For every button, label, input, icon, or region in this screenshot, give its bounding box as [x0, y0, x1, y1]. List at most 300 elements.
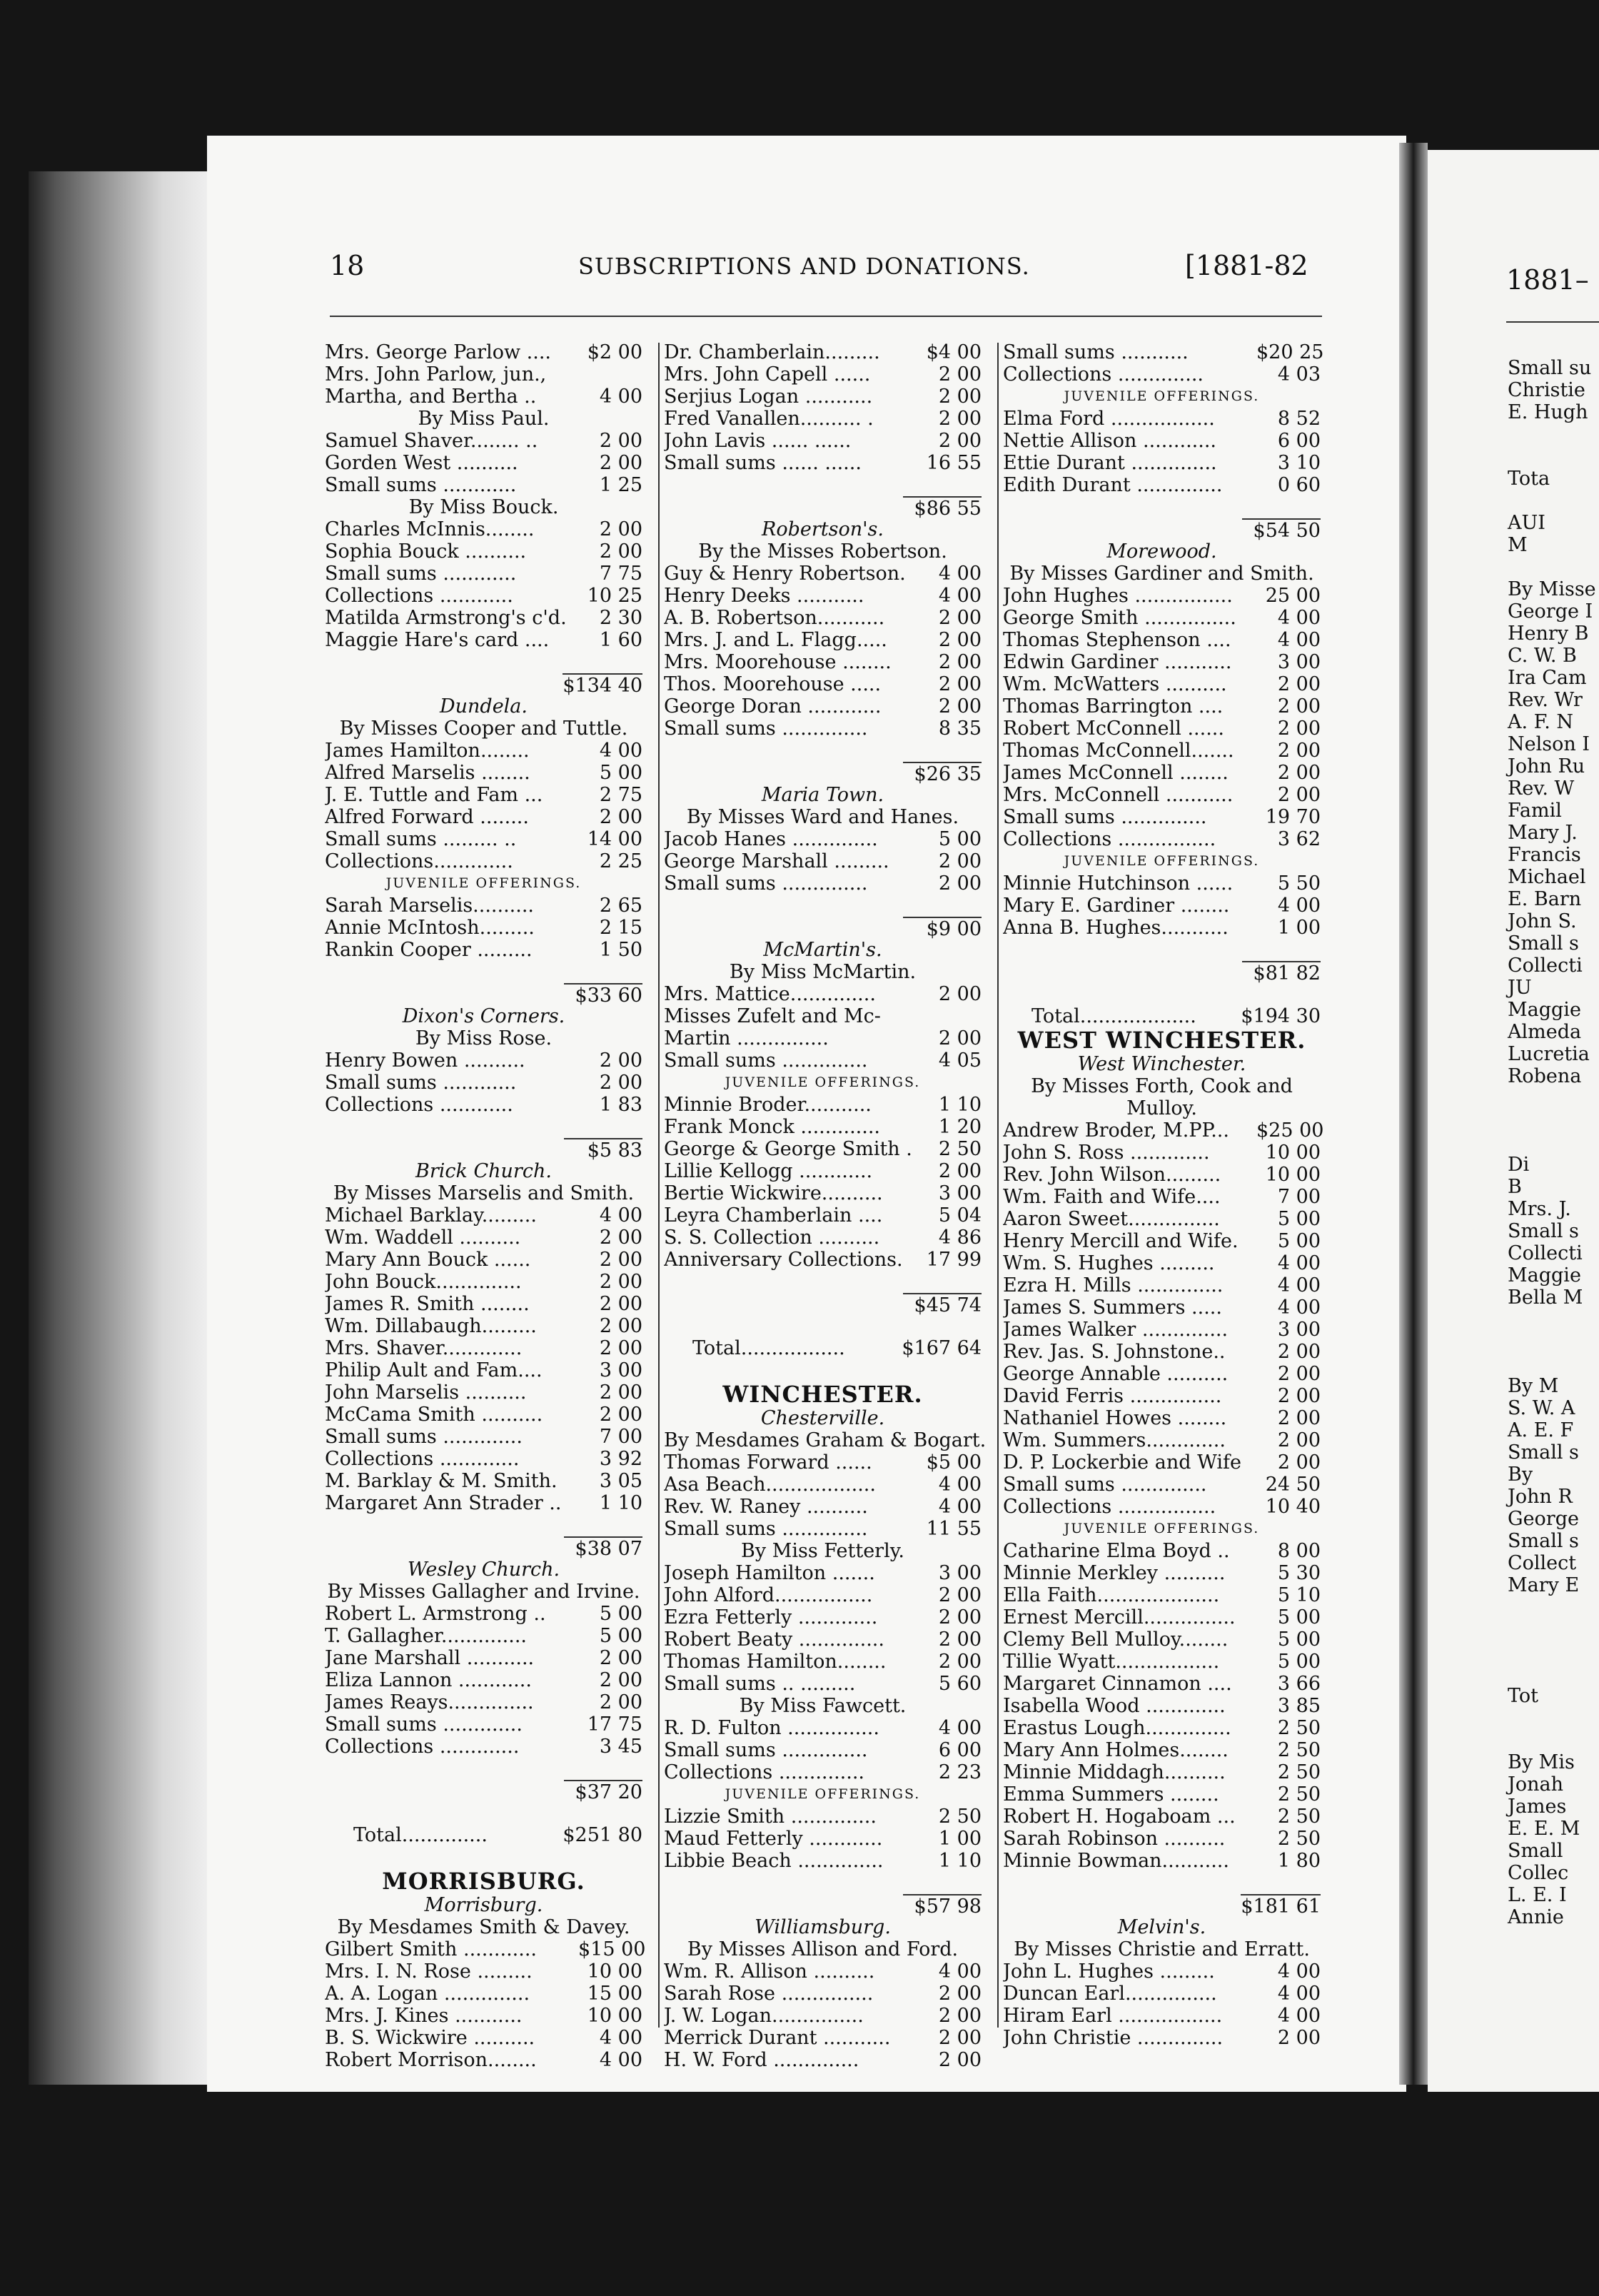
entry-row	[1003, 1806, 1321, 1828]
donor-name: Edith Durant ..............	[1003, 474, 1223, 496]
spacer	[664, 1359, 982, 1381]
donor-name: Mrs. Shaver.............	[325, 1337, 523, 1359]
facing-page-line	[1508, 1729, 1599, 1751]
entry-row	[664, 1094, 982, 1116]
donor-name: Mrs. John Parlow, jun.,	[325, 363, 547, 386]
entry-row	[325, 1470, 642, 1492]
donation-amount: 2 00	[938, 1651, 982, 1673]
entry-row	[325, 1603, 642, 1625]
entry-row	[1003, 1474, 1321, 1496]
spacer	[664, 895, 982, 917]
donation-amount: 15 00	[587, 1983, 642, 2005]
donor-name: Collections ............	[325, 1094, 513, 1116]
facing-page-line: E. Barn	[1508, 888, 1582, 910]
donation-amount: 2 00	[599, 1669, 642, 1691]
entry-row	[664, 1474, 982, 1496]
place-heading: Robertson's.	[762, 518, 884, 540]
donation-amount: 4 00	[1277, 1252, 1321, 1274]
donation-amount: 2 00	[938, 1160, 982, 1182]
entry-row	[325, 1204, 642, 1227]
entry-row	[1003, 629, 1321, 651]
donation-amount: 2 50	[1277, 1783, 1321, 1806]
donor-name: Mrs. Moorehouse ........	[664, 651, 892, 673]
entry-row	[664, 1451, 982, 1474]
donor-name: Robert H. Hogaboam ...	[1003, 1806, 1236, 1828]
donation-amount: 1 00	[938, 1828, 982, 1850]
donor-name: Sophia Bouck ..........	[325, 540, 527, 563]
facing-page-line	[1508, 490, 1599, 512]
total-label: Total.................	[692, 1337, 845, 1359]
entry-row	[664, 1850, 982, 1872]
entry-row	[325, 1448, 642, 1470]
entry-row	[1003, 1717, 1321, 1739]
donation-amount: 5 00	[1277, 1230, 1321, 1252]
entry-row	[664, 1717, 982, 1739]
donation-amount: 10 00	[1265, 1142, 1321, 1164]
collector-line: By Mesdames Smith & Davey.	[337, 1916, 630, 1938]
donor-name: Small sums ......... ..	[325, 828, 517, 850]
entry-row	[664, 1651, 982, 1673]
donation-amount: 2 50	[938, 1806, 982, 1828]
donor-name: Sarah Rose ...............	[664, 1983, 874, 2005]
donor-name: H. W. Ford ..............	[664, 2049, 859, 2071]
donor-name: Mrs. John Capell ......	[664, 363, 871, 386]
donation-amount: 24 50	[1265, 1474, 1321, 1496]
entry-row	[1003, 718, 1321, 740]
facing-page-line: Small s	[1508, 1220, 1579, 1242]
entry-row	[325, 895, 642, 917]
donor-name: Merrick Durant ...........	[664, 2027, 891, 2049]
entry-row	[325, 939, 642, 961]
donation-amount: 1 60	[599, 629, 642, 651]
donation-amount: 4 00	[1277, 1296, 1321, 1319]
spacer	[1003, 983, 1321, 1005]
donor-name: Small sums ...... ......	[664, 452, 862, 474]
spacer	[325, 1846, 642, 1868]
donation-amount: 2 00	[599, 1337, 642, 1359]
entry-row	[664, 828, 982, 850]
subtotal-row	[664, 917, 982, 939]
donor-name: Robert L. Armstrong ..	[325, 1603, 546, 1625]
header-rule	[330, 316, 1322, 317]
facing-page-line: Collect	[1508, 1552, 1577, 1574]
facing-page-line: By Misse	[1508, 578, 1596, 600]
donor-name: James Reays..............	[325, 1691, 534, 1713]
left-page	[207, 136, 1406, 2092]
entry-row	[325, 1227, 642, 1249]
donor-name: Fred Vanallen.......... .	[664, 408, 874, 430]
donor-name: Henry Mercill and Wife.	[1003, 1230, 1239, 1252]
donation-amount: $2 00	[587, 341, 642, 363]
collector-line: By Miss Paul.	[418, 408, 550, 430]
donor-name: T. Gallagher..............	[325, 1625, 527, 1647]
donor-name: Small sums ............	[325, 1072, 517, 1094]
donor-name: Collections .............	[325, 1448, 520, 1470]
donation-amount: 3 05	[599, 1470, 642, 1492]
entry-row	[325, 474, 642, 496]
donor-name: Ettie Durant ..............	[1003, 452, 1217, 474]
donor-name: Misses Zufelt and Mc-	[664, 1005, 881, 1027]
facing-page-line: By M	[1508, 1375, 1559, 1397]
entry-row	[325, 386, 642, 408]
subtotal-amount: $33 60	[564, 983, 642, 1005]
facing-page-line: Henry B	[1508, 623, 1589, 645]
facing-page-line: Ira Cam	[1508, 667, 1587, 689]
donor-name: Tillie Wyatt.................	[1003, 1651, 1220, 1673]
donation-amount: 1 25	[599, 474, 642, 496]
donation-amount: 2 00	[938, 386, 982, 408]
donation-amount: 2 25	[599, 850, 642, 872]
spacer	[325, 1758, 642, 1780]
spacer	[664, 1315, 982, 1337]
donation-amount: 5 00	[1277, 1208, 1321, 1230]
facing-page-line	[1508, 1641, 1599, 1663]
collector-line: By Miss Rose.	[415, 1027, 553, 1049]
entry-row	[664, 983, 982, 1005]
donor-name: McCama Smith ..........	[325, 1404, 543, 1426]
entry-row	[325, 363, 642, 386]
facing-page-line	[1508, 423, 1599, 445]
donation-amount: 2 00	[938, 695, 982, 718]
entry-row	[1003, 1540, 1321, 1562]
donor-name: Ernest Mercill...............	[1003, 1606, 1236, 1628]
donation-amount: 4 03	[1277, 363, 1321, 386]
collector-line: By Miss McMartin.	[729, 961, 917, 983]
entry-row	[1003, 1274, 1321, 1296]
entry-row	[1003, 1230, 1321, 1252]
donation-amount: 4 00	[938, 563, 982, 585]
collector-line: By Misses Cooper and Tuttle.	[339, 718, 628, 740]
entry-row	[664, 1606, 982, 1628]
entry-row	[664, 651, 982, 673]
donor-name: Mary Ann Holmes........	[1003, 1739, 1229, 1761]
donor-name: J. W. Logan...............	[664, 2005, 864, 2027]
donation-amount: 2 00	[1277, 762, 1321, 784]
entry-row	[1003, 806, 1321, 828]
facing-page-line	[1508, 1109, 1599, 1132]
facing-page-line: E. E. M	[1508, 1818, 1580, 1840]
entry-row	[1003, 740, 1321, 762]
spacer	[1003, 1872, 1321, 1894]
donor-name: S. S. Collection ..........	[664, 1227, 880, 1249]
donation-amount: 2 00	[599, 1249, 642, 1271]
spacer	[325, 1514, 642, 1536]
donation-amount: 7 00	[1277, 1186, 1321, 1208]
entry-row	[664, 1960, 982, 1983]
collector-line: Mulloy.	[1126, 1097, 1197, 1119]
donation-amount: 2 00	[938, 408, 982, 430]
donor-name: John Bouck..............	[325, 1271, 522, 1293]
entry-row	[1003, 1319, 1321, 1341]
entry-row	[1003, 895, 1321, 917]
donor-name: James R. Smith ........	[325, 1293, 530, 1315]
facing-page-line: Nelson I	[1508, 733, 1590, 755]
donation-amount: 2 00	[938, 850, 982, 872]
donor-name: Small sums ............	[325, 563, 517, 585]
place-heading: Chesterville.	[760, 1407, 885, 1429]
entry-row	[325, 1691, 642, 1713]
entry-row	[325, 2049, 642, 2071]
entry-row	[1003, 1651, 1321, 1673]
donation-amount: 4 00	[599, 740, 642, 762]
donor-name: Elma Ford .................	[1003, 408, 1215, 430]
entry-row	[1003, 474, 1321, 496]
subtotal-amount: $181 61	[1241, 1895, 1321, 1918]
donation-amount: 10 40	[1265, 1496, 1321, 1518]
facing-page-line	[1508, 1087, 1599, 1109]
donation-amount: 2 00	[599, 1271, 642, 1293]
donor-name: Dr. Chamberlain.........	[664, 341, 880, 363]
collector-line: By Mesdames Graham & Bogart.	[664, 1429, 987, 1451]
donor-name: John Marselis ..........	[325, 1381, 527, 1404]
donor-name: James Hamilton........	[325, 740, 530, 762]
donor-name: Small sums ..............	[1003, 806, 1207, 828]
donation-amount: 2 00	[938, 363, 982, 386]
subtotal-amount: $5 83	[564, 1138, 642, 1160]
donor-name: R. D. Fulton ...............	[664, 1717, 879, 1739]
column-3	[1003, 341, 1324, 2049]
donation-amount: 0 60	[1277, 474, 1321, 496]
entry-row	[325, 1049, 642, 1072]
donor-name: John L. Hughes .........	[1003, 1960, 1215, 1983]
donation-amount: 2 00	[599, 1315, 642, 1337]
donor-name: Thomas Forward ......	[664, 1451, 872, 1474]
donor-name: Wm. McWatters ..........	[1003, 673, 1227, 695]
donor-name: Wm. S. Hughes .........	[1003, 1252, 1215, 1274]
donation-amount: 3 45	[599, 1736, 642, 1758]
subtotal-row	[664, 1293, 982, 1315]
column-2	[664, 341, 987, 2071]
donor-name: Robert Morrison........	[325, 2049, 537, 2071]
donation-amount: 3 10	[1277, 452, 1321, 474]
spacer	[325, 961, 642, 983]
donor-name: Lillie Kellogg ............	[664, 1160, 873, 1182]
subtotal-row	[325, 673, 642, 695]
donor-name: Michael Barklay.........	[325, 1204, 537, 1227]
juvenile-offerings-heading: JUVENILE OFFERINGS.	[1064, 1521, 1260, 1536]
donor-name: Samuel Shaver........ ..	[325, 430, 538, 452]
donation-amount: 2 50	[1277, 1828, 1321, 1850]
donation-amount: 2 00	[1277, 1429, 1321, 1451]
collector-line: By Misses Christie and Erratt.	[1014, 1938, 1310, 1960]
donor-name: Thomas Barrington ....	[1003, 695, 1224, 718]
column-divider	[658, 343, 660, 2028]
donor-name: Mary Ann Bouck ......	[325, 1249, 531, 1271]
donation-amount: 5 30	[1277, 1562, 1321, 1584]
place-heading: Dixon's Corners.	[402, 1005, 565, 1027]
donor-name: Guy & Henry Robertson.	[664, 563, 906, 585]
donation-amount: 2 00	[938, 673, 982, 695]
donation-amount: 3 00	[938, 1562, 982, 1584]
donor-name: Matilda Armstrong's c'd.	[325, 607, 567, 629]
entry-row	[325, 762, 642, 784]
subtotal-amount: $57 98	[903, 1894, 982, 1916]
entry-row	[325, 1315, 642, 1337]
entry-row	[1003, 1960, 1321, 1983]
donor-name: Edwin Gardiner ...........	[1003, 651, 1232, 673]
entry-row	[325, 585, 642, 607]
donation-amount: 6 00	[1277, 430, 1321, 452]
spacer	[1003, 939, 1321, 961]
donor-name: Nettie Allison ............	[1003, 430, 1216, 452]
donor-name: George & George Smith .	[664, 1138, 912, 1160]
donor-name: Collections ..............	[664, 1761, 865, 1783]
entry-row	[664, 673, 982, 695]
entry-row	[1003, 1341, 1321, 1363]
donation-amount	[578, 363, 642, 386]
facing-page-line: Mary J.	[1508, 822, 1578, 844]
entry-row	[1003, 341, 1324, 363]
donor-name: Small sums ..............	[1003, 1474, 1207, 1496]
donor-name: Anna B. Hughes...........	[1003, 917, 1229, 939]
donor-name: Rev. W. Raney ..........	[664, 1496, 868, 1518]
donation-amount: 10 00	[587, 1960, 642, 1983]
donation-amount: 2 00	[599, 540, 642, 563]
entry-row	[325, 1713, 642, 1736]
entry-row	[1003, 1783, 1321, 1806]
donor-name: James McConnell ........	[1003, 762, 1229, 784]
donation-amount: 2 75	[599, 784, 642, 806]
donation-amount: 2 00	[599, 518, 642, 540]
donation-amount: 3 00	[1277, 651, 1321, 673]
entry-row	[1003, 1208, 1321, 1230]
donation-amount: 2 00	[1277, 1451, 1321, 1474]
donation-amount: 17 75	[587, 1713, 642, 1736]
donation-amount: 4 00	[938, 585, 982, 607]
entry-row	[664, 1182, 982, 1204]
entry-row	[325, 1492, 642, 1514]
entry-row	[325, 452, 642, 474]
collector-line: By Miss Fawcett.	[739, 1695, 907, 1717]
donor-name: Wm. Waddell ..........	[325, 1227, 521, 1249]
entry-row	[664, 1518, 982, 1540]
facing-page-line: A. E. F	[1508, 1419, 1574, 1441]
entry-row	[664, 1049, 982, 1072]
entry-row	[325, 1337, 642, 1359]
facing-page-line: Small s	[1508, 1530, 1579, 1552]
total-row	[325, 1824, 642, 1846]
donor-name: Alfred Forward ........	[325, 806, 529, 828]
facing-page-line: Di	[1508, 1154, 1530, 1176]
entry-row	[1003, 828, 1321, 850]
donor-name: Lizzie Smith ..............	[664, 1806, 877, 1828]
donor-name: Small sums .............	[325, 1426, 523, 1448]
entry-row	[1003, 1496, 1321, 1518]
spacer	[1003, 496, 1321, 518]
donor-name: Thomas Hamilton........	[664, 1651, 887, 1673]
donation-amount: 2 00	[938, 1983, 982, 2005]
donor-name: Mrs. George Parlow ....	[325, 341, 551, 363]
donor-name: Leyra Chamberlain ....	[664, 1204, 883, 1227]
donation-amount	[917, 1005, 982, 1027]
subtotal-amount: $54 50	[1242, 518, 1321, 540]
total-row	[1003, 1005, 1321, 1027]
donation-amount: 5 10	[1277, 1584, 1321, 1606]
total-amount: $194 30	[1241, 1005, 1321, 1027]
donor-name: Collections .............	[325, 1736, 520, 1758]
entry-row	[325, 1960, 642, 1983]
facing-page-line: George I	[1508, 600, 1593, 623]
entry-row	[664, 1227, 982, 1249]
donor-name: Libbie Beach ..............	[664, 1850, 884, 1872]
subtotal-row	[325, 1536, 642, 1559]
entry-row	[325, 1983, 642, 2005]
facing-page-line: Jonah	[1508, 1773, 1563, 1796]
entry-row	[325, 1404, 642, 1426]
entry-row	[664, 1828, 982, 1850]
donor-name: Maud Fetterly ............	[664, 1828, 883, 1850]
donor-name: Aaron Sweet...............	[1003, 1208, 1220, 1230]
donation-amount: 2 00	[938, 1584, 982, 1606]
facing-page-rule	[1506, 321, 1599, 323]
donation-amount: 2 50	[1277, 1717, 1321, 1739]
place-heading: Wesley Church.	[407, 1559, 560, 1581]
year-range: [1881-82	[1185, 250, 1308, 281]
donor-name: Thomas McConnell.......	[1003, 740, 1234, 762]
donation-amount: 2 00	[1277, 1385, 1321, 1407]
donor-name: Martin ...............	[664, 1027, 829, 1049]
donation-amount: 2 00	[938, 1027, 982, 1049]
donor-name: Frank Monck .............	[664, 1116, 880, 1138]
entry-row	[325, 1625, 642, 1647]
entry-row	[1003, 408, 1321, 430]
donor-name: Philip Ault and Fam....	[325, 1359, 543, 1381]
entry-row	[325, 1359, 642, 1381]
donation-amount: 4 00	[1277, 2005, 1321, 2027]
donor-name: George Doran ............	[664, 695, 882, 718]
donation-amount: 2 00	[599, 430, 642, 452]
entry-row	[1003, 1385, 1321, 1407]
total-label: Total...................	[1031, 1005, 1196, 1027]
subtotal-amount: $81 82	[1242, 961, 1321, 983]
entry-row	[1003, 1186, 1321, 1208]
donation-amount: 2 50	[938, 1138, 982, 1160]
place-heading: Maria Town.	[761, 784, 884, 806]
donor-name: Serjius Logan ...........	[664, 386, 873, 408]
donor-name: Henry Deeks ...........	[664, 585, 864, 607]
facing-page-line: Tota	[1508, 468, 1550, 490]
spacer	[664, 474, 982, 496]
facing-page-line: S. W. A	[1508, 1397, 1575, 1419]
donation-amount: 2 50	[1277, 1761, 1321, 1783]
donation-amount: 10 25	[587, 585, 642, 607]
running-title: SUBSCRIPTIONS AND DONATIONS.	[578, 253, 1030, 280]
place-heading: McMartin's.	[763, 939, 882, 961]
donation-amount: 2 00	[1277, 695, 1321, 718]
subtotal-row	[325, 983, 642, 1005]
juvenile-offerings-heading: JUVENILE OFFERINGS.	[1064, 388, 1260, 404]
donation-amount: 10 00	[1265, 1164, 1321, 1186]
donor-name: Thos. Moorehouse .....	[664, 673, 882, 695]
donation-amount: 3 00	[1277, 1319, 1321, 1341]
entry-row	[1003, 1628, 1321, 1651]
donation-amount: 3 00	[938, 1182, 982, 1204]
entry-row	[664, 1138, 982, 1160]
entry-row	[664, 1761, 982, 1783]
entry-row	[325, 1072, 642, 1094]
entry-row	[664, 695, 982, 718]
entry-row	[664, 850, 982, 872]
entry-row	[1003, 1119, 1324, 1142]
donor-name: Martha, and Bertha ..	[325, 386, 537, 408]
juvenile-offerings-heading: JUVENILE OFFERINGS.	[725, 1074, 921, 1090]
donor-name: Ella Faith....................	[1003, 1584, 1220, 1606]
entry-row	[1003, 651, 1321, 673]
donation-amount: 2 00	[1277, 673, 1321, 695]
donation-amount: 1 20	[938, 1116, 982, 1138]
facing-page-line: Christie	[1508, 379, 1585, 401]
entry-row	[664, 1496, 982, 1518]
